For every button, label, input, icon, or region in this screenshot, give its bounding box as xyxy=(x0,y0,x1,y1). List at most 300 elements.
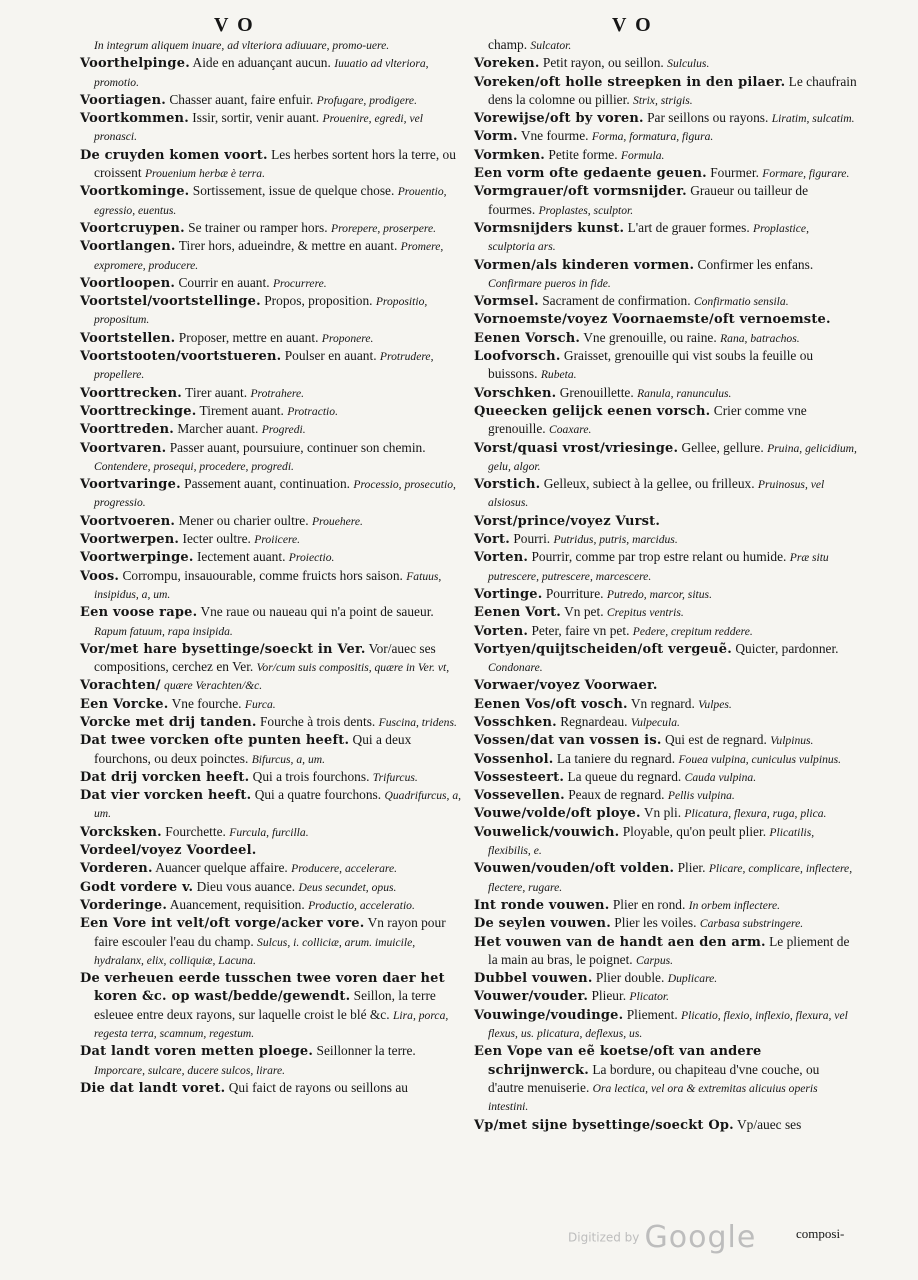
dictionary-entry xyxy=(80,402,462,420)
dictionary-entry xyxy=(474,786,858,804)
headword: Vormgrauer/oft vormsnijder. xyxy=(474,184,687,200)
headword: Vp/met sijne bysettinge/soeckt Op. xyxy=(474,1117,734,1133)
dictionary-entry xyxy=(80,219,462,237)
latin-gloss: Productio, acceleratio. xyxy=(308,898,415,912)
latin-gloss: Deus secundet, opus. xyxy=(298,880,397,894)
french-gloss: Dieu vous auance. xyxy=(196,878,296,894)
headword: Vorten. xyxy=(474,550,529,566)
french-gloss: La bordure, ou chapiteau d'vne couche, ou d'autre menuiserie. xyxy=(488,1061,820,1095)
headword: Voortkominge. xyxy=(80,184,190,200)
french-gloss: Fourmer. xyxy=(710,165,759,181)
latin-gloss: Formare, figurare. xyxy=(762,167,850,181)
dictionary-entry xyxy=(80,36,462,54)
dictionary-entry xyxy=(474,804,858,822)
headword: Voortwerpen. xyxy=(80,532,180,548)
headword: Dat landt voren metten ploege. xyxy=(80,1044,314,1060)
french-gloss: Fourche à trois dents. xyxy=(259,713,376,729)
headword: Voortstooten/voortstueren. xyxy=(80,349,282,365)
latin-gloss: Confirmare pueros in fide. xyxy=(488,276,611,290)
dictionary-entry xyxy=(474,310,858,328)
latin-gloss: Protractio. xyxy=(287,404,338,418)
latin-gloss: Prouenium herbæ è terra. xyxy=(144,167,265,181)
headword: Eenen Vos/oft vosch. xyxy=(474,696,628,712)
latin-gloss: Quadrifurcus, a, um. xyxy=(94,789,462,821)
french-gloss: Plier double. xyxy=(595,970,665,986)
dictionary-entry xyxy=(474,54,858,72)
latin-gloss: Rubeta. xyxy=(540,368,577,382)
headword: Een Vore int velt/oft vorge/acker vore. xyxy=(80,916,365,932)
dictionary-entry xyxy=(80,695,462,713)
french-gloss: Qui faict de rayons ou seillons au xyxy=(228,1079,408,1095)
headword: Vormsel. xyxy=(474,294,539,310)
dictionary-entry xyxy=(474,585,858,603)
latin-gloss: In orbem inflectere. xyxy=(688,898,781,912)
latin-gloss: Coaxare. xyxy=(549,423,592,437)
french-gloss: Aide en aduançant aucun. xyxy=(192,55,331,71)
french-gloss: Graueur ou tailleur de fourmes. xyxy=(488,183,809,217)
french-gloss: Plier. xyxy=(677,860,706,876)
french-gloss: Confirmer les enfans. xyxy=(697,256,814,272)
headword: Vormsnijders kunst. xyxy=(474,220,625,236)
headword: Voortstel/voortstellinge. xyxy=(80,294,261,310)
french-gloss: Grenouillette. xyxy=(559,384,634,400)
headword: Vorcksken. xyxy=(80,824,162,840)
french-gloss: Tirement auant. xyxy=(199,402,284,418)
dictionary-entry xyxy=(474,530,858,548)
french-gloss: Regnardeau. xyxy=(560,713,628,729)
headword: Een vorm ofte gedaente geuen. xyxy=(474,166,707,182)
dictionary-entry xyxy=(80,530,462,548)
headword: Vossevellen. xyxy=(474,788,565,804)
left-running-header: V O xyxy=(214,14,255,36)
latin-gloss: Plicatura, flexura, ruga, plica. xyxy=(684,807,827,821)
dictionary-entry xyxy=(474,622,858,640)
headword: Voorttreckinge. xyxy=(80,403,197,419)
dictionary-entry xyxy=(474,933,858,970)
dictionary-entry xyxy=(474,256,858,293)
headword: De verheuen eerde tusschen twee voren daer het koren &c. op wast/bedde/gewendt. xyxy=(80,971,445,1005)
french-gloss: Sortissement, issue de quelque chose. xyxy=(192,183,395,199)
dictionary-entry xyxy=(80,475,462,512)
french-gloss: Issir, sortir, venir auant. xyxy=(192,110,320,126)
headword: Voortlangen. xyxy=(80,239,176,255)
french-gloss: Tirer auant. xyxy=(185,384,248,400)
dictionary-entry xyxy=(474,676,858,694)
dictionary-entry xyxy=(474,695,858,713)
dictionary-entry xyxy=(80,914,462,969)
french-gloss: Peter, faire vn pet. xyxy=(531,622,630,638)
headword: Vort. xyxy=(474,532,510,548)
dictionary-entry xyxy=(474,603,858,621)
french-gloss: Quicter, pardonner. xyxy=(735,640,839,656)
headword: Voos. xyxy=(80,568,120,584)
dictionary-entry xyxy=(474,896,858,914)
french-gloss: Propos, proposition. xyxy=(264,293,373,309)
headword: Voortvaren. xyxy=(80,440,167,456)
dictionary-entry xyxy=(80,713,462,731)
headword: Voreken. xyxy=(474,56,540,72)
french-gloss: Marcher auant. xyxy=(177,421,259,437)
headword: Vorcke met drij tanden. xyxy=(80,714,257,730)
latin-gloss: Prorepere, proserpere. xyxy=(330,221,437,235)
latin-gloss: Præ situ putrescere, putrescere, marcescere. xyxy=(488,551,829,583)
dictionary-entry xyxy=(474,713,858,731)
french-gloss: Par seillons ou rayons. xyxy=(647,110,769,126)
french-gloss: Chasser auant, faire enfuir. xyxy=(169,91,314,107)
headword: Vortinge. xyxy=(474,586,543,602)
french-gloss: Auancer quelque affaire. xyxy=(155,860,288,876)
latin-gloss: Protrahere. xyxy=(250,386,305,400)
headword: Godt vordere v. xyxy=(80,879,194,895)
french-gloss: Pliement. xyxy=(626,1006,678,1022)
latin-gloss: Sulcator. xyxy=(530,39,572,52)
dictionary-entry xyxy=(80,823,462,841)
headword: Het vouwen van de handt aen den arm. xyxy=(474,934,766,950)
dictionary-entry xyxy=(80,841,462,859)
french-gloss: Petite forme. xyxy=(548,146,618,162)
french-gloss: Gellee, gellure. xyxy=(681,439,764,455)
headword: Vorten. xyxy=(474,623,529,639)
latin-gloss: Ranula, ranunculus. xyxy=(637,386,732,400)
latin-gloss: Liratim, sulcatim. xyxy=(771,112,855,126)
french-gloss: Courrir en auant. xyxy=(178,274,270,290)
headword: Dubbel vouwen. xyxy=(474,971,593,987)
french-gloss: Plier les voiles. xyxy=(614,915,697,931)
dictionary-entry xyxy=(474,731,858,749)
french-gloss: Mener ou charier oultre. xyxy=(178,512,309,528)
headword: Vornoemste/voyez Voornaemste/oft vernoemste. xyxy=(474,312,831,328)
headword: Voortvoeren. xyxy=(80,513,176,529)
latin-gloss: Crepitus ventris. xyxy=(606,606,684,620)
latin-gloss: Vulpes. xyxy=(698,697,732,711)
dictionary-entry xyxy=(474,127,858,145)
french-gloss: La queue du regnard. xyxy=(567,768,682,784)
left-column xyxy=(80,36,462,1097)
dictionary-entry xyxy=(80,1042,462,1079)
headword: Voortkommen. xyxy=(80,111,189,127)
french-gloss: Vne fourme. xyxy=(520,128,589,144)
latin-gloss: Contendere, prosequi, procedere, progredi. xyxy=(94,459,294,473)
latin-gloss: Vor/cum suis compositis, quære in Ver. vt, xyxy=(256,661,450,675)
latin-gloss: Furcula, furcilla. xyxy=(229,825,309,839)
dictionary-entry xyxy=(474,182,858,219)
headword: Vormen/als kinderen vormen. xyxy=(474,257,695,273)
french-gloss: Pourrir, comme par trop estre relant ou humide. xyxy=(531,549,787,565)
dictionary-entry xyxy=(474,640,858,677)
french-gloss: champ. xyxy=(488,37,528,52)
french-gloss: Vn regnard. xyxy=(630,695,695,711)
dictionary-entry xyxy=(80,603,462,640)
french-gloss: Fourchette. xyxy=(165,823,226,839)
french-gloss: Tirer hors, adueindre, & mettre en auant. xyxy=(178,238,398,254)
headword: Een Vope van eẽ koetse/oft van andere schrijnwerck. xyxy=(474,1044,762,1078)
latin-gloss: Rana, batrachos. xyxy=(720,331,800,345)
french-gloss: Vn rayon pour faire escouler l'eau du champ. xyxy=(94,915,446,949)
french-gloss: Iecter oultre. xyxy=(182,531,251,547)
dictionary-entry xyxy=(474,219,858,256)
latin-gloss: Pruina, gelicidium, gelu, algor. xyxy=(488,441,857,473)
right-running-header: V O xyxy=(612,14,653,36)
headword: Eenen Vorsch. xyxy=(474,330,581,346)
dictionary-entry xyxy=(474,1042,858,1115)
dictionary-entry xyxy=(474,1116,858,1134)
dictionary-entry xyxy=(80,878,462,896)
headword: Vorst/quasi vrost/vriesinge. xyxy=(474,440,679,456)
dictionary-entry xyxy=(80,896,462,914)
headword: Vossesteert. xyxy=(474,769,565,785)
latin-gloss: Carpus. xyxy=(636,953,674,967)
latin-gloss: Putredo, marcor, situs. xyxy=(606,587,712,601)
dictionary-entry xyxy=(474,329,858,347)
french-gloss: Peaux de regnard. xyxy=(568,787,665,803)
dictionary-entry xyxy=(80,347,462,384)
latin-gloss: Prouehere. xyxy=(311,514,363,528)
dictionary-entry xyxy=(474,73,858,110)
dictionary-entry xyxy=(80,384,462,402)
headword: Voorttrecken. xyxy=(80,385,182,401)
headword: Vorm. xyxy=(474,129,518,145)
headword: Vossenhol. xyxy=(474,751,554,767)
latin-gloss: Proiicere. xyxy=(254,533,301,547)
latin-gloss: Plicare, complicare, inflectere, flectere, rugare. xyxy=(488,862,853,894)
french-gloss: Les herbes sortent hors la terre, ou croissent xyxy=(94,146,456,181)
dictionary-entry xyxy=(80,146,462,183)
headword: Loofvorsch. xyxy=(474,349,561,365)
dictionary-entry xyxy=(80,969,462,1042)
latin-gloss: Furca. xyxy=(244,697,276,711)
latin-gloss: Vulpecula. xyxy=(630,715,680,729)
dictionary-entry xyxy=(474,548,858,585)
headword: Voortiagen. xyxy=(80,92,166,108)
latin-gloss: Sulculus. xyxy=(667,57,710,71)
french-gloss: Qui a deux fourchons, ou deux poinctes. xyxy=(94,732,412,766)
headword: Die dat landt voret. xyxy=(80,1080,226,1096)
dictionary-entry xyxy=(80,676,462,694)
dictionary-entry xyxy=(80,548,462,566)
french-gloss: Proposer, mettre en auant. xyxy=(178,329,319,345)
latin-gloss: Processio, prosecutio, progressio. xyxy=(94,478,456,510)
latin-gloss: Protrudere, propellere. xyxy=(94,350,434,382)
french-gloss: Gelleux, subiect à la gellee, ou frilleux. xyxy=(543,476,755,492)
dictionary-entry xyxy=(80,109,462,146)
latin-gloss: Proplastice, sculptoria ars. xyxy=(488,221,809,254)
headword: Int ronde vouwen. xyxy=(474,897,610,913)
dictionary-entry xyxy=(474,146,858,164)
latin-gloss: Prouenire, egredi, vel pronasci. xyxy=(94,112,423,144)
headword: De cruyden komen voort. xyxy=(80,147,268,163)
headword: Voorthelpinge. xyxy=(80,56,190,72)
headword: Vorwaer/voyez Voorwaer. xyxy=(474,678,658,694)
dictionary-entry xyxy=(474,512,858,530)
latin-gloss: Fuscina, tridens. xyxy=(378,715,457,729)
latin-gloss: Propositio, propositum. xyxy=(94,295,428,327)
french-gloss: Passement auant, continuation. xyxy=(184,476,351,492)
dictionary-entry xyxy=(474,475,858,512)
dictionary-entry xyxy=(80,1079,462,1097)
headword: Voortcruypen. xyxy=(80,220,185,236)
french-gloss: L'art de grauer formes. xyxy=(627,219,750,235)
latin-gloss: Confirmatio sensila. xyxy=(693,295,789,309)
french-gloss: Qui est de regnard. xyxy=(664,732,767,748)
dictionary-entry xyxy=(80,567,462,604)
french-gloss: Vne raue ou naueau qui n'a point de saueur. xyxy=(200,604,434,620)
headword: Eenen Vort. xyxy=(474,605,562,621)
latin-gloss: Carbasa substringere. xyxy=(699,917,804,931)
latin-gloss: Plicatio, flexio, inflexio, flexura, vel flexus, us. plicatura, deflexus, us. xyxy=(488,1008,848,1041)
french-gloss: Vp/auec ses xyxy=(737,1116,802,1132)
dictionary-entry xyxy=(474,987,858,1005)
dictionary-entry xyxy=(474,36,858,54)
latin-gloss: Pruinosus, vel alsiosus. xyxy=(488,478,825,510)
latin-gloss: Procurrere. xyxy=(272,276,327,290)
dictionary-entry xyxy=(474,768,858,786)
headword: Vorachten/ xyxy=(80,678,161,694)
dictionary-entry xyxy=(80,859,462,877)
digitized-watermark xyxy=(568,1220,756,1255)
headword: De seylen vouwen. xyxy=(474,916,611,932)
headword: Vorderen. xyxy=(80,861,153,877)
dictionary-entry xyxy=(474,750,858,768)
latin-gloss: Plicator. xyxy=(629,990,670,1004)
dictionary-entry xyxy=(80,786,462,823)
dictionary-entry xyxy=(474,402,858,439)
french-gloss: Se trainer ou ramper hors. xyxy=(188,219,328,235)
latin-gloss: Profugare, prodigere. xyxy=(316,93,417,107)
french-gloss: Vn pli. xyxy=(643,805,682,821)
right-column xyxy=(474,36,858,1134)
french-gloss: Petit rayon, ou seillon. xyxy=(542,55,664,71)
french-gloss: Graisset, grenouille qui vist soubs la feuille ou buissons. xyxy=(488,348,814,382)
dictionary-entry xyxy=(80,274,462,292)
french-gloss: Vn pet. xyxy=(564,604,604,620)
latin-gloss: Prouentio, egressio, euentus. xyxy=(94,185,447,217)
french-gloss: Sacrament de confirmation. xyxy=(542,293,691,309)
headword: Vortyen/quijtscheiden/oft vergeuẽ. xyxy=(474,641,732,657)
latin-gloss: Sulcus, i. colliciæ, arum. imuicile, hydralanx, elix, colliquiæ, Lacuna. xyxy=(94,935,416,967)
french-gloss: Plieur. xyxy=(591,988,627,1004)
french-gloss: Vne fourche. xyxy=(171,695,242,711)
headword: Voortvaringe. xyxy=(80,477,181,493)
headword: Vorderinge. xyxy=(80,897,168,913)
headword: Een Vorcke. xyxy=(80,696,169,712)
latin-gloss: Vulpinus. xyxy=(770,734,814,748)
headword: Een voose rape. xyxy=(80,605,198,621)
french-gloss: Corrompu, insauourable, comme fruicts hors saison. xyxy=(122,567,403,583)
french-gloss: Pourri. xyxy=(513,531,551,547)
headword: Vouwe/volde/oft ploye. xyxy=(474,806,641,822)
latin-gloss: Proiectio. xyxy=(288,551,335,565)
latin-gloss: Pedere, crepitum reddere. xyxy=(632,624,753,638)
dictionary-entry xyxy=(474,914,858,932)
latin-gloss: Producere, accelerare. xyxy=(291,862,398,876)
latin-gloss: quære Verachten/&c. xyxy=(164,679,263,693)
latin-gloss: Trifurcus. xyxy=(372,770,418,784)
latin-gloss: Iuuatio ad vlteriora, promotio. xyxy=(94,57,429,89)
latin-gloss: In integrum aliquem inuare, ad vlteriora adiuuare, promo-uere. xyxy=(94,39,390,52)
headword: Dat twee vorcken ofte punten heeft. xyxy=(80,733,350,749)
dictionary-entry xyxy=(474,164,858,182)
latin-gloss: Rapum fatuum, rapa insipida. xyxy=(94,624,233,638)
french-gloss: Qui a trois fourchons. xyxy=(252,768,370,784)
latin-gloss: Pellis vulpina. xyxy=(667,789,735,803)
headword: Vorschken. xyxy=(474,385,557,401)
dictionary-entry xyxy=(474,439,858,476)
latin-gloss: Imporcare, sulcare, ducere sulcos, lirare. xyxy=(94,1063,286,1077)
headword: Vorstich. xyxy=(474,477,541,493)
headword: Voortwerpinge. xyxy=(80,550,194,566)
dictionary-entry xyxy=(80,731,462,768)
french-gloss: Seillon, la terre esleuee entre deux rayons, sur laquelle croist le blé &c. xyxy=(94,988,436,1022)
headword: Vorewijse/oft by voren. xyxy=(474,111,644,127)
dictionary-entry xyxy=(80,439,462,476)
dictionary-entry xyxy=(80,768,462,786)
french-gloss: Plier en rond. xyxy=(612,896,686,912)
headword: Vouwer/vouder. xyxy=(474,989,589,1005)
headword: Voreken/oft holle streepken in den pilaer. xyxy=(474,74,786,90)
dictionary-entry xyxy=(80,512,462,530)
french-gloss: Crier comme vne grenouille. xyxy=(488,402,807,437)
latin-gloss: Putridus, putris, marcidus. xyxy=(553,533,678,547)
latin-gloss: Duplicare. xyxy=(667,972,718,986)
headword: Vor/met hare bysettinge/soeckt in Ver. xyxy=(80,641,366,657)
latin-gloss: Strix, strigis. xyxy=(633,93,693,107)
headword: Voorttreden. xyxy=(80,422,174,438)
latin-gloss: Forma, formatura, figura. xyxy=(591,130,714,144)
french-gloss: Auancement, requisition. xyxy=(169,896,305,912)
dictionary-entry xyxy=(80,292,462,329)
latin-gloss: Lira, porca, regesta terra, scamnum, regestum. xyxy=(94,1008,449,1041)
french-gloss: Poulser en auant. xyxy=(284,348,377,364)
headword: Vordeel/voyez Voordeel. xyxy=(80,843,257,859)
dictionary-entry xyxy=(474,109,858,127)
french-gloss: Iectement auant. xyxy=(196,549,286,565)
headword: Vorst/prince/voyez Vurst. xyxy=(474,513,661,529)
latin-gloss: Formula. xyxy=(620,148,665,162)
french-gloss: Seillonner la terre. xyxy=(316,1043,416,1059)
headword: Vosschken. xyxy=(474,714,557,730)
dictionary-entry xyxy=(474,384,858,402)
latin-gloss: Progredi. xyxy=(261,423,306,437)
dictionary-entry xyxy=(80,182,462,219)
latin-gloss: Proplastes, sculptor. xyxy=(538,203,634,217)
dictionary-entry xyxy=(474,859,858,896)
french-gloss: La taniere du regnard. xyxy=(556,750,676,766)
french-gloss: Le chaufrain dens la colomne ou pillier. xyxy=(488,73,857,107)
dictionary-entry xyxy=(80,54,462,91)
dictionary-entry xyxy=(474,292,858,310)
french-gloss: Pourriture. xyxy=(545,585,604,601)
french-gloss: Qui a quatre fourchons. xyxy=(254,787,382,803)
digitized-by-text: Digitized by xyxy=(568,1230,640,1245)
catchword: composi- xyxy=(796,1226,845,1241)
dictionary-entry xyxy=(474,347,858,384)
dictionary-entry xyxy=(80,420,462,438)
headword: Dat vier vorcken heeft. xyxy=(80,788,252,804)
french-gloss: Passer auant, poursuiure, continuer son chemin. xyxy=(169,439,426,455)
headword: Vormken. xyxy=(474,147,546,163)
latin-gloss: Plicatilis, flexibilis, e. xyxy=(488,825,815,858)
latin-gloss: Condonare. xyxy=(488,661,543,675)
headword: Voortloopen. xyxy=(80,275,176,291)
latin-gloss: Fatuus, insipidus, a, um. xyxy=(94,569,442,601)
latin-gloss: Bifurcus, a, um. xyxy=(251,752,326,766)
latin-gloss: Cauda vulpina. xyxy=(684,770,757,784)
french-gloss: Ployable, qu'on peult plier. xyxy=(622,823,767,839)
headword: Queecken gelijck eenen vorsch. xyxy=(474,403,711,419)
latin-gloss: Ora lectica, vel ora & extremitas alicuius operis intestini. xyxy=(488,1081,818,1114)
headword: Voortstellen. xyxy=(80,330,176,346)
latin-gloss: Fouea vulpina, cuniculus vulpinus. xyxy=(678,752,842,766)
